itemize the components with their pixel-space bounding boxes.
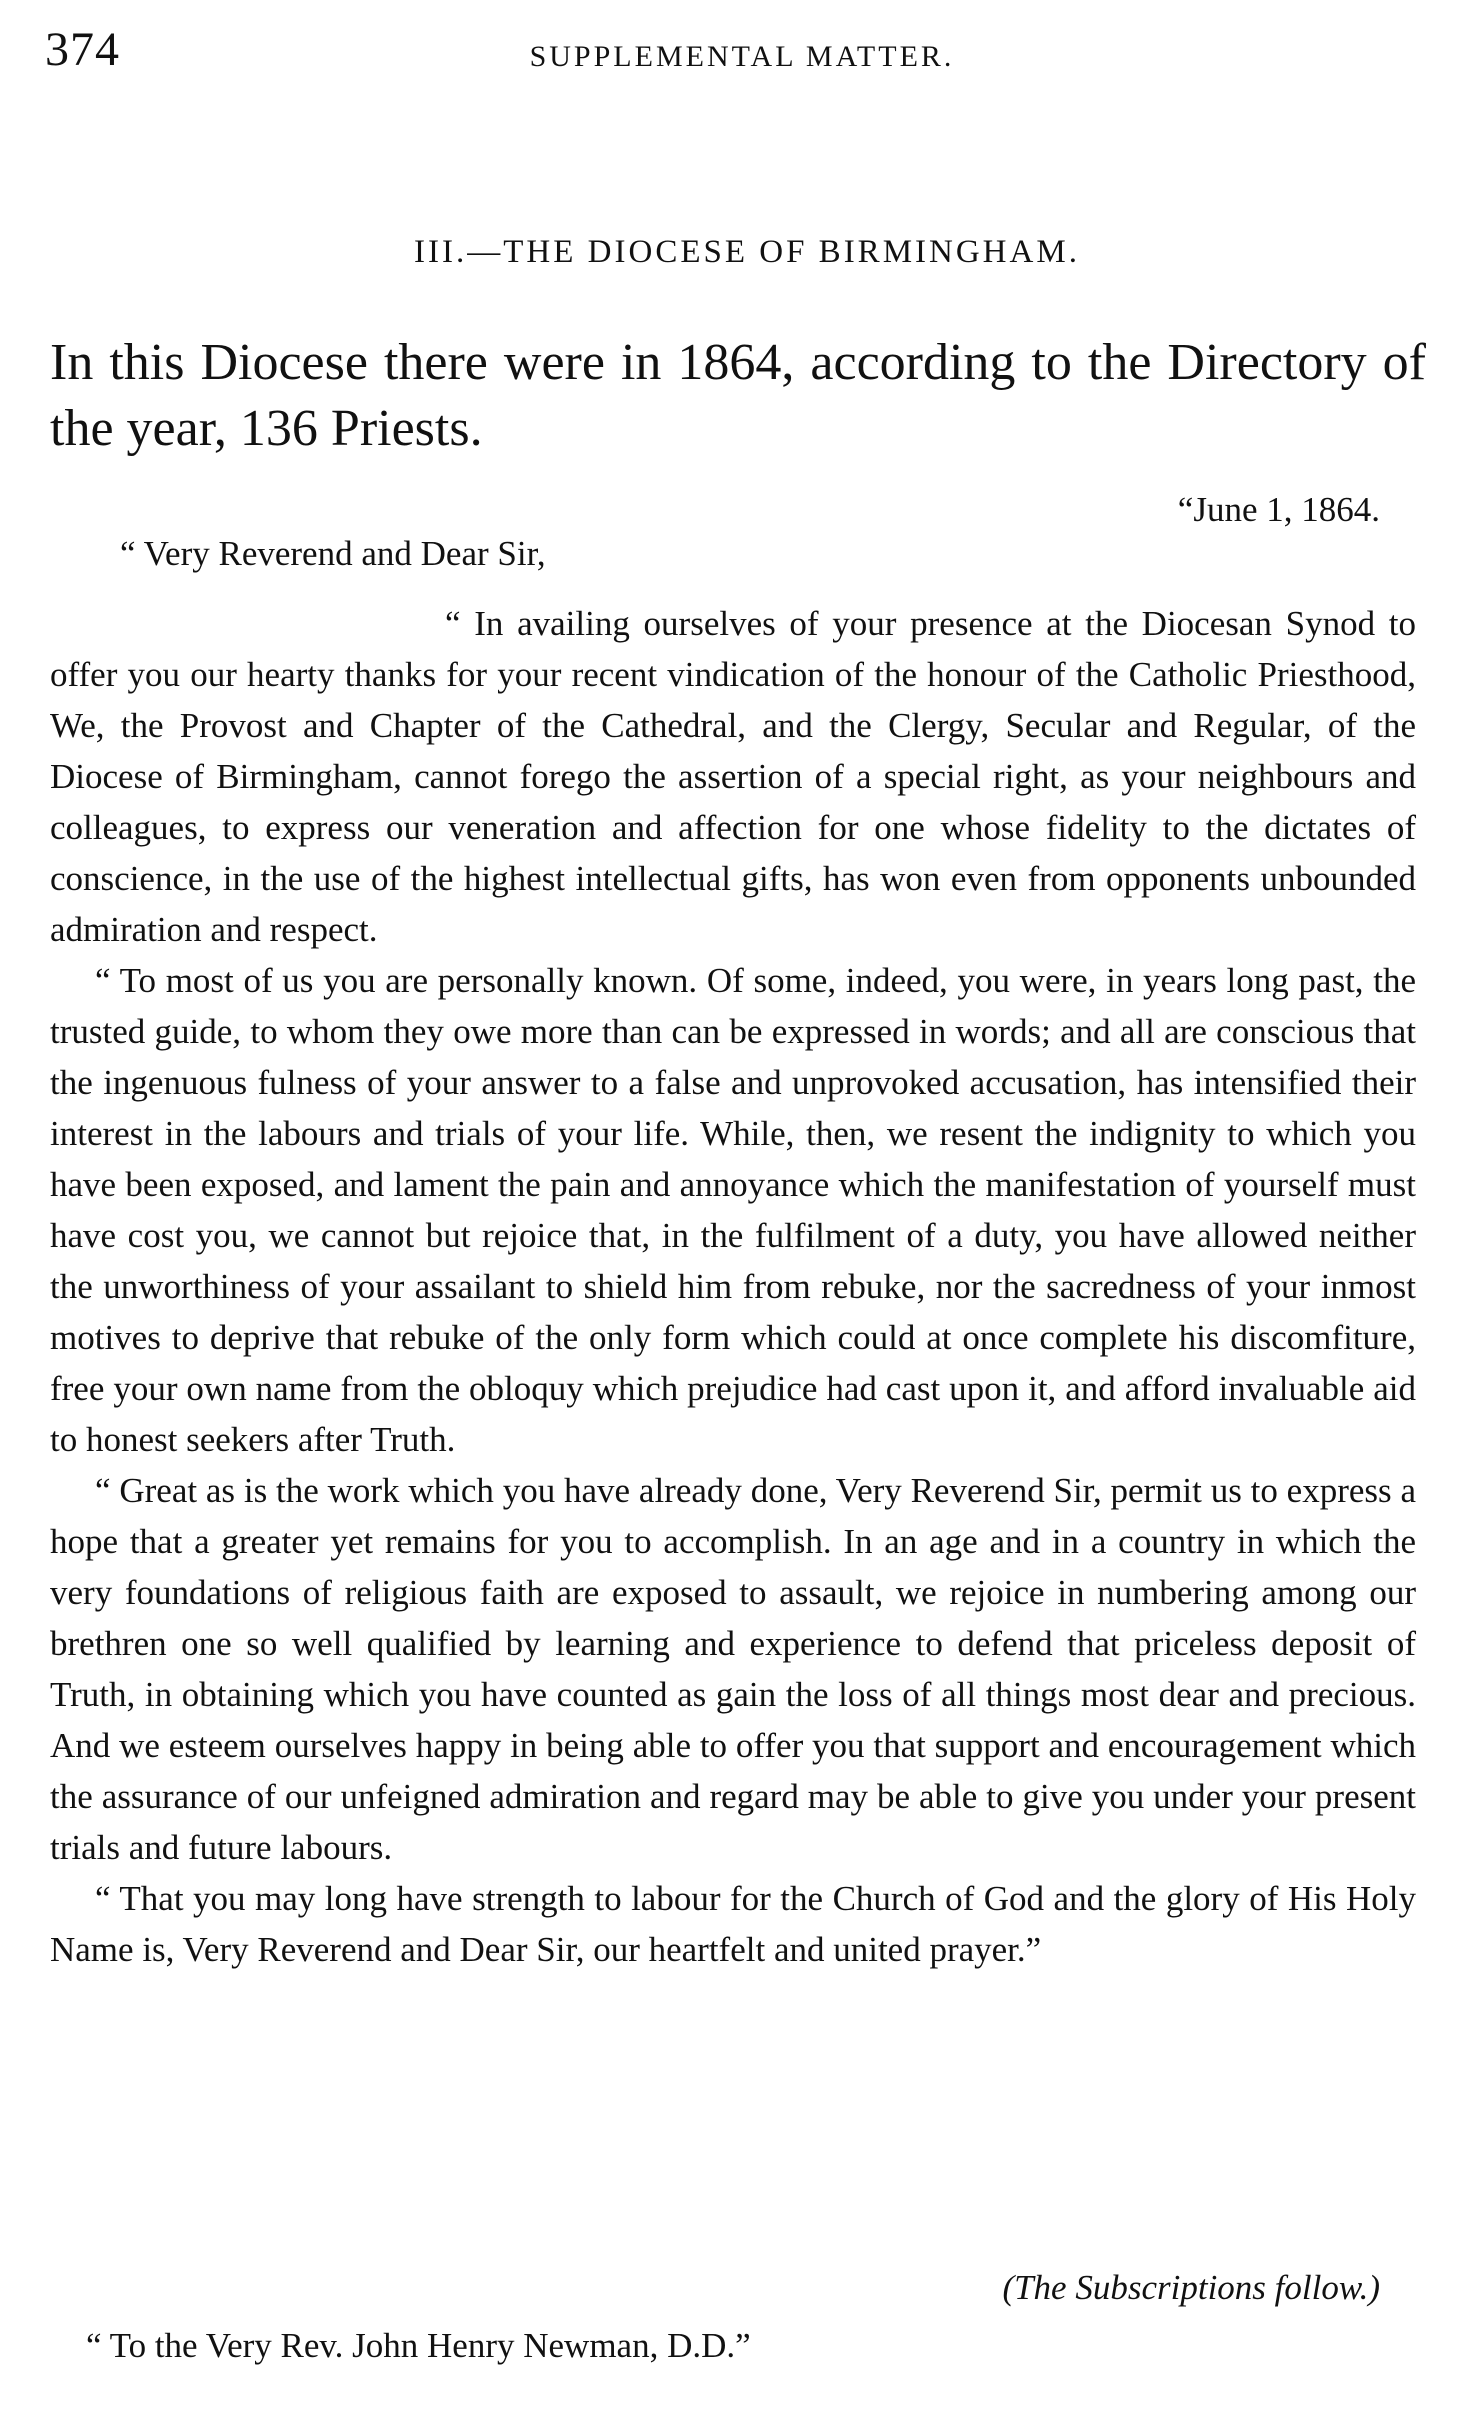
running-head: SUPPLEMENTAL MATTER. xyxy=(529,40,955,73)
letter-paragraph: “ To most of us you are personally known. Of some, indeed, you were, in years long past, the trusted guide, to whom they owe more than can be expressed in words; and all are conscious that the ingenuous fulness of your answer to a false and unprovoked accusation, has intensified their interest in the labours and trials of your life. While, then, we resent the indignity to which you have been exposed, and lament the pain and annoyance which the manifestation of yourself must have cost you, we cannot but rejoice that, in the fulfilment of a duty, you have allowed neither the unworthiness of your assailant to shield him from rebuke, nor the sacredness of your inmost motives to deprive that rebuke of the only form which could at once complete his discomfiture, free your own name from the obloquy which prejudice had cast upon it, and afford invaluable aid to honest seekers after Truth. xyxy=(50,961,1416,1459)
page-number: 374 xyxy=(45,23,120,76)
letter-paragraph: “ Great as is the work which you have already done, Very Reverend Sir, permit us to express a hope that a greater yet remains for you to accomplish. In an age and in a country in which the very foundations of religious faith are exposed to assault, we rejoice in numbering among our brethren one so well qualified by learning and experience to defend that priceless deposit of Truth, in obtaining which you have counted as gain the loss of all things most dear and precious. And we esteem ourselves happy in being able to offer you that support and encouragement which the assurance of our unfeigned admiration and regard may be able to give you under your present trials and future labours. xyxy=(50,1471,1416,1867)
letter-dateline: “June 1, 1864. xyxy=(1177,490,1380,529)
page-header xyxy=(45,22,1419,82)
lead-paragraph: In this Diocese there were in 1864, according to the Directory of the year, 136 Priests. xyxy=(50,334,1426,457)
letter-salutation: “ Very Reverend and Dear Sir, xyxy=(120,534,546,573)
letter-address: “ To the Very Rev. John Henry Newman, D.D.” xyxy=(86,2326,751,2365)
letter-paragraph: “ In availing ourselves of your presence at the Diocesan Synod to offer you our hearty thanks for your recent vindication of the honour of the Catholic Priesthood, We, the Provost and Chapter of the Cathedral, and the Clergy, Secular and Regular, of the Diocese of Birmingham, cannot forego the assertion of a special right, as your neighbours and colleagues, to express our veneration and affection for one whose fidelity to the dictates of conscience, in the use of the highest intellectual gifts, has won even from opponents unbounded admiration and respect. xyxy=(50,604,1416,949)
letter-body xyxy=(50,598,1416,1975)
section-title: III.—THE DIOCESE OF BIRMINGHAM. xyxy=(414,234,1080,270)
letter-paragraph: “ That you may long have strength to labour for the Church of God and the glory of His Holy Name is, Very Reverend and Dear Sir, our heartfelt and united prayer.” xyxy=(50,1879,1416,1969)
subscriptions-note: (The Subscriptions follow.) xyxy=(1002,2268,1380,2307)
